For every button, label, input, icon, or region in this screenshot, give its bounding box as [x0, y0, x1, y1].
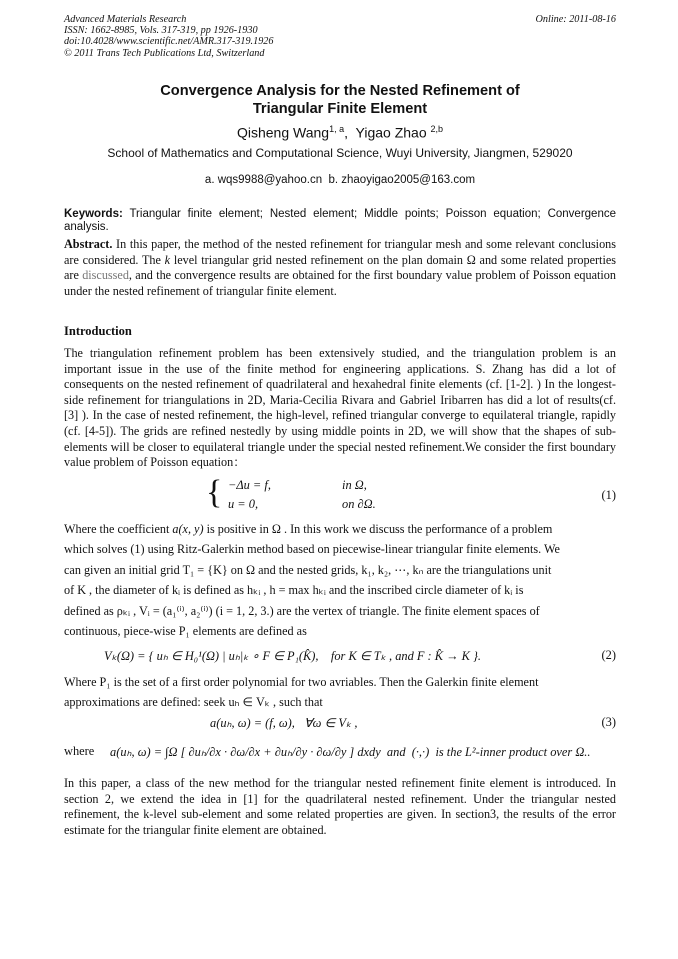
- paragraph-2: [64, 519, 616, 641]
- online-date: Online: 2011-08-16: [535, 14, 616, 25]
- author-2: Yigao Zhao: [355, 124, 427, 141]
- para3-line-1: Where P₁ is the set of a first order polynomial for two avriables. Then the Galerkin finite element: [64, 675, 539, 689]
- title-line-2: Triangular Finite Element: [252, 101, 428, 117]
- keywords: [64, 208, 616, 234]
- author-1-affil: 1, a: [329, 124, 345, 134]
- abstract-grey-word: discussed: [82, 268, 129, 283]
- authors: [64, 124, 616, 141]
- author-1: Qisheng Wang: [236, 124, 330, 141]
- doi-line: doi:10.4028/www.scientific.net/AMR.317-319.1926: [64, 36, 274, 48]
- para2-line-2: which solves (1) using Ritz-Galerkin method based on piecewise-linear triangular finite elements. We: [64, 542, 560, 557]
- abstract: [64, 237, 616, 299]
- keywords-text: Triangular finite element; Nested element; Middle points; Poisson equation; Convergence analysis.: [64, 208, 616, 234]
- para3-line-2: approximations are defined: seek uₕ ∈ Vₖ , such that: [64, 695, 323, 710]
- eq4-text: a(uₕ, ω) = ∫Ω [ ∂uₕ/∂x · ∂ω/∂x + ∂uₕ/∂y · ∂ω/∂y ] dxdy and (·,·) is the L²-inner product over Ω..: [110, 745, 591, 759]
- equation-1: [64, 476, 616, 516]
- paragraph-3: [64, 672, 616, 713]
- para2-line-1: [64, 519, 616, 539]
- eq1-number: (1): [601, 488, 616, 502]
- abstract-part-2: level triangular grid nested refinement on the plan domain Ω and some related properties are: [64, 252, 616, 283]
- para2-line-3: can given an initial grid T₁ = {K} on Ω and the nested grids, k₁, k₂, ⋯, kₙ are the triangulations unit: [64, 562, 552, 577]
- emails: a. wqs9988@yahoo.cn b. zhaoyigao2005@163.com: [204, 174, 476, 186]
- eq1-row2-lhs: u = 0,: [228, 497, 259, 511]
- para2-line-4: of K , the diameter of kᵢ is defined as hₖᵢ , h = max hₖᵢ and the inscribed circle diameter of kᵢ is: [64, 583, 524, 598]
- para2-l1b: a(x, y): [172, 522, 204, 536]
- intro-paragraph: The triangulation refinement problem has been extensively studied, and the triangulation problem is an important issue in the use of the finite method for engineering applications. S. Zhang has did a lot of consequents on the nested refinement of quadrilateral and hexahedral finite elements (cf. [1-2]. ) In the longest-side refinement for triangulations in 2D, Maria-Cecilia Rivara and Gabriel Iribarren has did a lot of results(cf. [3] ). In the case of nested refinement, the high-level, refined triangular converge to equilateral triangle, rapidly (cf. [4-5]). The grids are refined nestedly by using middle points in 2D, we will show that the shapes of sub-elements will be closer to equilateral triangle under the special nested refinement.We consider the first boundary value problem of Poisson equation：: [64, 346, 616, 470]
- author-2-affil: 2,b: [430, 124, 444, 134]
- abstract-label: Abstract.: [64, 237, 113, 251]
- copyright-line: © 2011 Trans Tech Publications Ltd, Switzerland: [64, 47, 265, 59]
- keywords-label: Keywords:: [64, 208, 123, 220]
- para2-line-5: defined as ρₖᵢ , Vᵢ = (a₁⁽ⁱ⁾, a₂⁽ⁱ⁾) (i = 1, 2, 3.) are the vertex of triangle. The finite element spaces of: [64, 603, 540, 618]
- para2-line-6: continuous, piece-wise P₁ elements are defined as: [64, 624, 307, 639]
- eq4-lead: where: [64, 744, 95, 758]
- eq2-text: Vₖ(Ω) = { uₕ ∈ H₀¹(Ω) | uₕ|ₖ ∘ F ∈ P₁(K̂), for K ∈ Tₖ , and F : K̂ → K }.: [104, 649, 482, 663]
- paper-title: [64, 82, 616, 118]
- issn-line: ISSN: 1662-8985, Vols. 317-319, pp 1926-1930: [64, 25, 258, 37]
- author-separator: ,: [344, 124, 356, 141]
- eq1-row2-rhs: on ∂Ω.: [342, 497, 376, 511]
- journal-header: [64, 14, 616, 59]
- title-line-1: Convergence Analysis for the Nested Refinement of: [160, 83, 520, 99]
- journal-name: Advanced Materials Research: [64, 14, 187, 25]
- abstract-k: k: [164, 252, 171, 267]
- eq1-row1-lhs: −Δu = f,: [228, 478, 271, 492]
- para2-l1c: is positive in Ω . In this work we discuss the performance of a problem: [203, 522, 553, 536]
- eq1-row1-rhs: in Ω,: [342, 478, 367, 492]
- eq2-number: (2): [601, 648, 616, 662]
- abstract-part-1: In this paper, the method of the nested refinement for triangular mesh and some relevant conclusions are considered. The: [64, 237, 616, 267]
- eq3-text: a(uₕ, ω) = (f, ω), ∀ω ∈ Vₖ ,: [210, 716, 358, 730]
- equation-1-brace: {: [206, 474, 223, 511]
- section-heading-introduction: Introduction: [64, 324, 132, 338]
- final-paragraph: In this paper, a class of the new method for the triangular nested refinement finite element is introduced. In section 2, we extend the idea in [1] for the quadrilateral nested refinement. Under the triangular nested refinement, the k-level sub-element and some related properties are given. In section3, the results of the error estimate for the triangular finite element are obtained.: [64, 776, 616, 837]
- affiliation: School of Mathematics and Computational Science, Wuyi University, Jiangmen, 529020: [107, 146, 573, 160]
- para2-l1a: Where the coefficient: [64, 522, 173, 536]
- eq3-number: (3): [601, 715, 616, 729]
- abstract-part-3: , and the convergence results are obtained for the first boundary value problem of Poisson equation under the nested refinement of triangular finite element.: [64, 268, 616, 298]
